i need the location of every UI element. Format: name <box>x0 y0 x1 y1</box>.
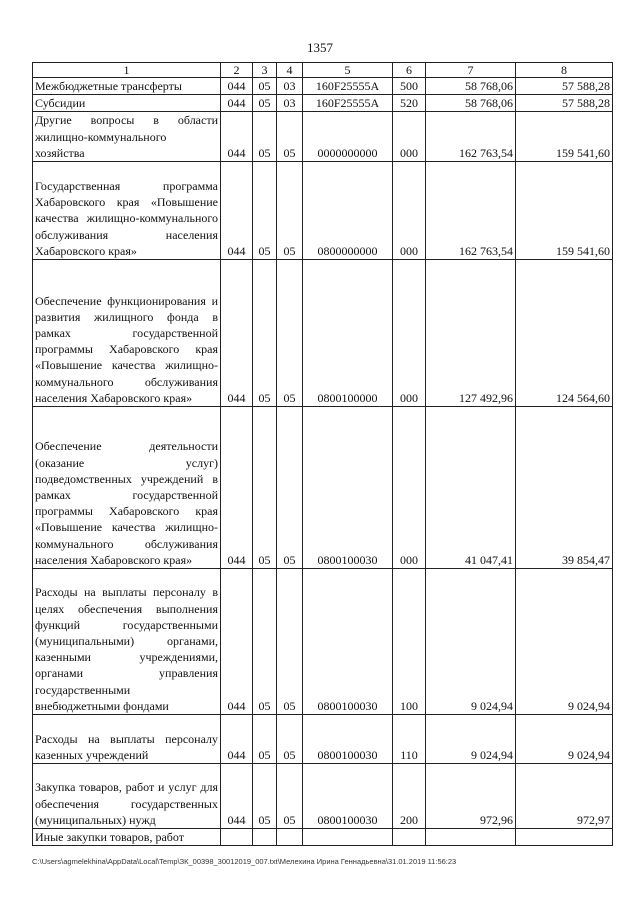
subsection-cell <box>277 829 303 846</box>
subsection-cell: 05 <box>277 569 303 715</box>
table-row <box>33 764 613 829</box>
target-article-cell: 0800100030 <box>303 715 393 764</box>
amount-col7-cell: 41 047,41 <box>426 407 516 569</box>
section-cell: 05 <box>253 112 277 162</box>
page-number: 1357 <box>307 40 333 55</box>
amount-col7-cell: 9 024,94 <box>426 569 516 715</box>
admin-code-cell: 044 <box>221 569 253 715</box>
section-cell: 05 <box>253 78 277 95</box>
target-article-cell: 0800100000 <box>303 260 393 407</box>
subsection-cell: 05 <box>277 112 303 162</box>
admin-code-cell <box>221 829 253 846</box>
subsection-cell: 05 <box>277 260 303 407</box>
row-name-cell: Иные закупки товаров, работ <box>33 829 221 846</box>
amount-col7-cell: 9 024,94 <box>426 715 516 764</box>
admin-code-cell: 044 <box>221 112 253 162</box>
expense-type-cell: 200 <box>393 764 426 829</box>
target-article-cell: 160F25555А <box>303 95 393 112</box>
amount-col8-cell: 972,97 <box>516 764 613 829</box>
amount-col7-cell: 162 763,54 <box>426 162 516 260</box>
subsection-cell: 05 <box>277 715 303 764</box>
section-cell: 05 <box>253 162 277 260</box>
amount-col8-cell: 9 024,94 <box>516 569 613 715</box>
row-name-cell: Субсидии <box>33 95 221 112</box>
amount-col7-cell: 58 768,06 <box>426 95 516 112</box>
column-header: 6 <box>393 63 426 78</box>
column-header: 4 <box>277 63 303 78</box>
subsection-cell: 05 <box>277 764 303 829</box>
expense-type-cell: 000 <box>393 162 426 260</box>
table-header-row <box>33 63 613 78</box>
table-row <box>33 569 613 715</box>
row-name-cell: Закупка товаров, работ и услуг для обеспечения государственных (муниципальных) нужд <box>33 764 221 829</box>
table-row <box>33 112 613 162</box>
table-row <box>33 829 613 846</box>
file-path-footer: C:\Users\agmelekhina\AppData\Local\Temp\ЗК_00398_30012019_007.txt\Мелехина Ирина Геннадьевна\31.01.2019 11:56:23 <box>32 857 457 866</box>
table-row <box>33 715 613 764</box>
subsection-cell: 05 <box>277 407 303 569</box>
table-row <box>33 407 613 569</box>
row-name-cell: Обеспечение деятельности (оказание услуг) подведомственных учреждений в рамках государственной программы Хабаровского края «Повышение качества жилищно-коммунального обслуживания населения Хабаровского края» <box>33 407 221 569</box>
expense-type-cell: 000 <box>393 260 426 407</box>
section-cell: 05 <box>253 407 277 569</box>
amount-col8-cell: 39 854,47 <box>516 407 613 569</box>
expense-type-cell <box>393 829 426 846</box>
section-cell <box>253 829 277 846</box>
admin-code-cell: 044 <box>221 260 253 407</box>
admin-code-cell: 044 <box>221 407 253 569</box>
target-article-cell: 0800100030 <box>303 764 393 829</box>
subsection-cell: 03 <box>277 78 303 95</box>
target-article-cell: 0800100030 <box>303 407 393 569</box>
row-name-cell: Государственная программа Хабаровского края «Повышение качества жилищно-коммунального обслуживания населения Хабаровского края» <box>33 162 221 260</box>
column-header: 5 <box>303 63 393 78</box>
target-article-cell: 0000000000 <box>303 112 393 162</box>
column-header: 8 <box>516 63 613 78</box>
amount-col8-cell: 57 588,28 <box>516 78 613 95</box>
row-name-cell: Обеспечение функционирования и развития жилищного фонда в рамках государственной программы Хабаровского края «Повышение качества жилищно-коммунального обслуживания населения Хабаровского края» <box>33 260 221 407</box>
subsection-cell: 03 <box>277 95 303 112</box>
table-row <box>33 260 613 407</box>
amount-col8-cell: 124 564,60 <box>516 260 613 407</box>
budget-table <box>32 62 613 846</box>
amount-col8-cell <box>516 829 613 846</box>
row-name-cell: Расходы на выплаты персоналу в целях обеспечения выполнения функций государственными (муниципальными) органами, казенными учреждениями, органами управления государственными внебюджетными фондами <box>33 569 221 715</box>
section-cell: 05 <box>253 764 277 829</box>
amount-col8-cell: 159 541,60 <box>516 112 613 162</box>
column-header: 2 <box>221 63 253 78</box>
amount-col7-cell: 972,96 <box>426 764 516 829</box>
amount-col7-cell: 127 492,96 <box>426 260 516 407</box>
column-header: 7 <box>426 63 516 78</box>
section-cell: 05 <box>253 260 277 407</box>
amount-col8-cell: 159 541,60 <box>516 162 613 260</box>
subsection-cell: 05 <box>277 162 303 260</box>
section-cell: 05 <box>253 715 277 764</box>
amount-col7-cell <box>426 829 516 846</box>
admin-code-cell: 044 <box>221 78 253 95</box>
section-cell: 05 <box>253 569 277 715</box>
expense-type-cell: 100 <box>393 569 426 715</box>
admin-code-cell: 044 <box>221 715 253 764</box>
expense-type-cell: 110 <box>393 715 426 764</box>
admin-code-cell: 044 <box>221 764 253 829</box>
admin-code-cell: 044 <box>221 95 253 112</box>
column-header: 1 <box>33 63 221 78</box>
expense-type-cell: 520 <box>393 95 426 112</box>
expense-type-cell: 000 <box>393 112 426 162</box>
row-name-cell: Расходы на выплаты персоналу казенных учреждений <box>33 715 221 764</box>
target-article-cell <box>303 829 393 846</box>
target-article-cell: 0800000000 <box>303 162 393 260</box>
section-cell: 05 <box>253 95 277 112</box>
amount-col8-cell: 9 024,94 <box>516 715 613 764</box>
amount-col7-cell: 162 763,54 <box>426 112 516 162</box>
row-name-cell: Межбюджетные трансферты <box>33 78 221 95</box>
table-row <box>33 162 613 260</box>
row-name-cell: Другие вопросы в области жилищно-коммунального хозяйства <box>33 112 221 162</box>
table-row <box>33 95 613 112</box>
admin-code-cell: 044 <box>221 162 253 260</box>
expense-type-cell: 000 <box>393 407 426 569</box>
expense-type-cell: 500 <box>393 78 426 95</box>
column-header: 3 <box>253 63 277 78</box>
target-article-cell: 160F25555А <box>303 78 393 95</box>
amount-col8-cell: 57 588,28 <box>516 95 613 112</box>
amount-col7-cell: 58 768,06 <box>426 78 516 95</box>
table-row <box>33 78 613 95</box>
target-article-cell: 0800100030 <box>303 569 393 715</box>
